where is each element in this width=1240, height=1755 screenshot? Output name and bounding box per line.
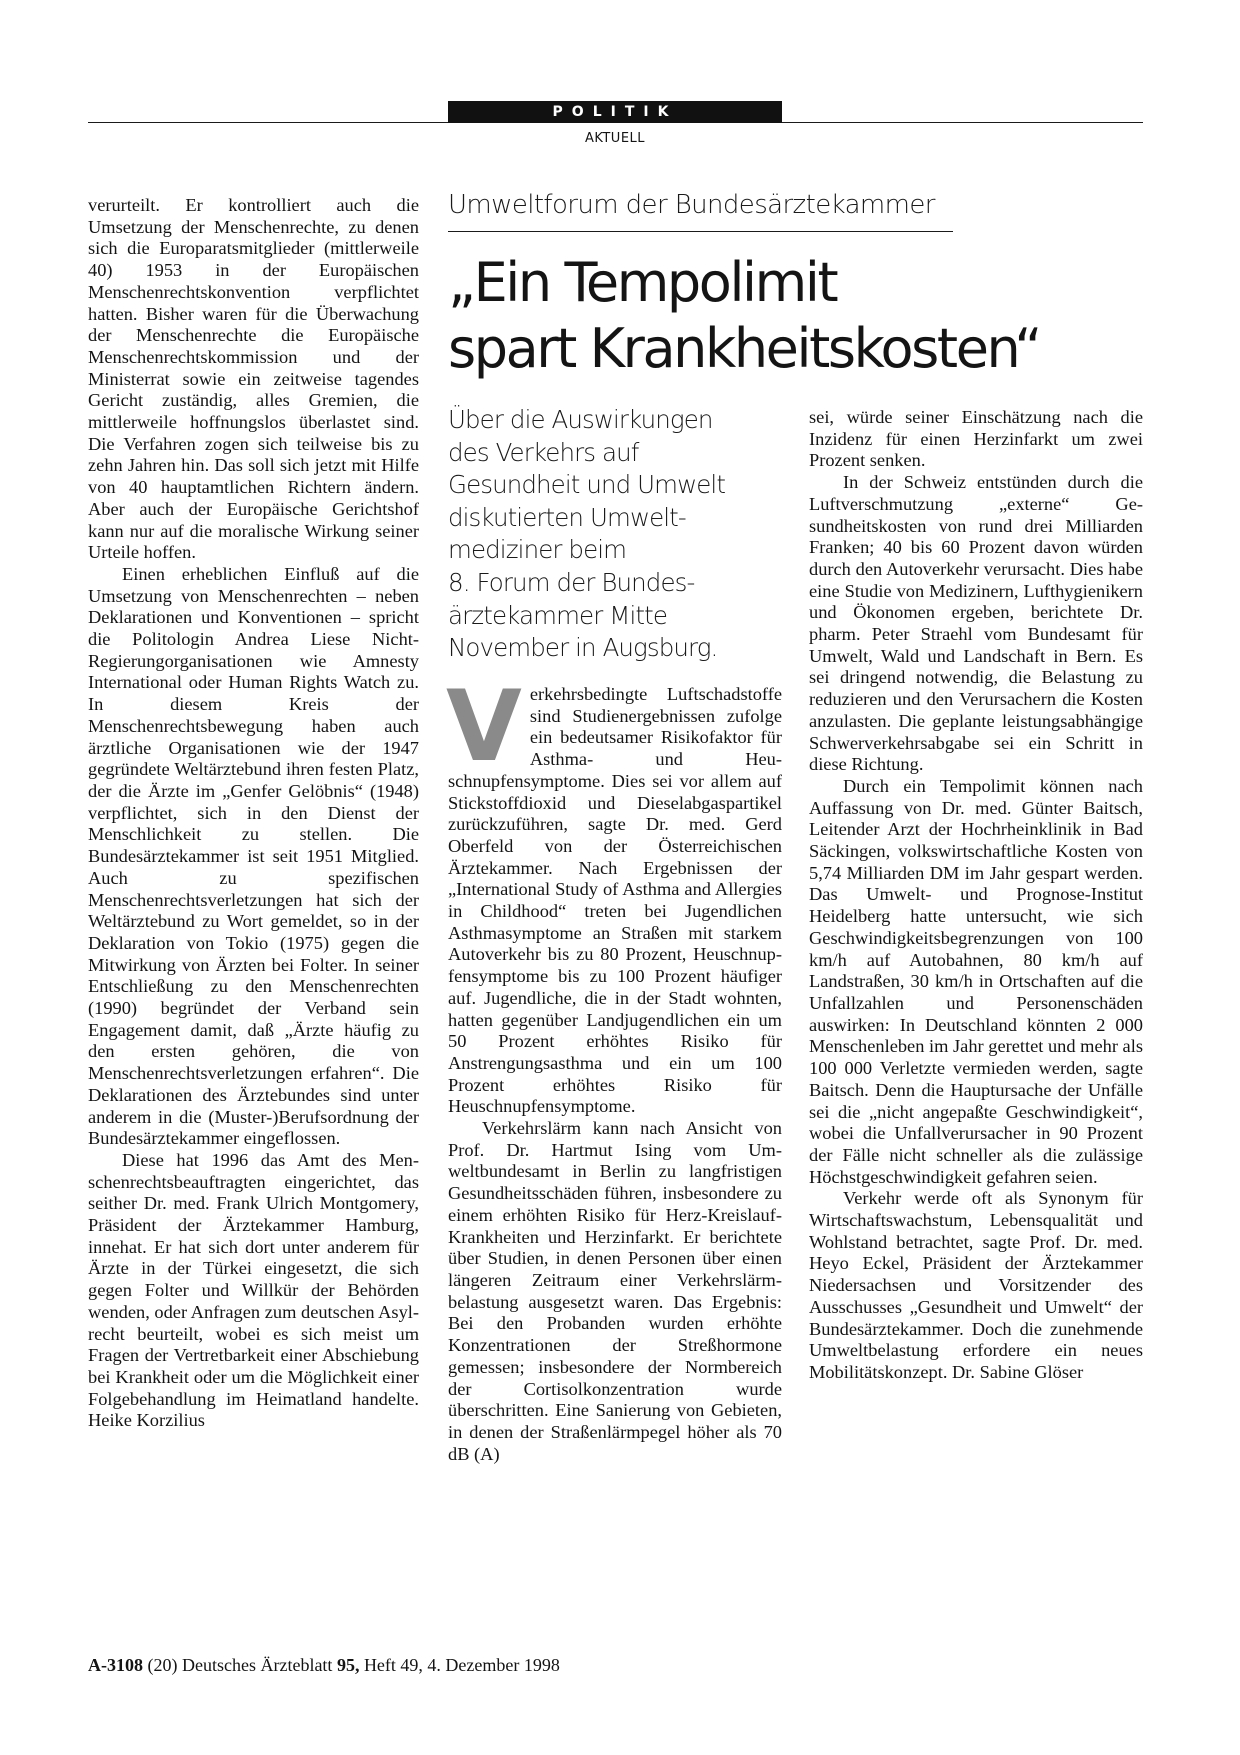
column-middle xyxy=(446,670,782,1465)
paragraph: Verkehrslärm kann nach Ansicht von Prof. Dr. Hartmut Ising vom Umweltbundesamt in Berlin zu langfristigen Gesundheitsschäden führen, insbesondere zu einem erhöhten Risiko für Herz-Kreislauf-Krankheiten und Herzinfarkt. Er berichtete über Studien, in denen Personen über einen längeren Zeitraum einer Verkehrslärmbelastung ausgesetzt waren. Das Ergebnis: Bei den Probanden wurden erhöhte Konzentrationen der Streßhormone gemessen; insbesondere der Normbereich der Cortisolkonzentration wurde überschritten. Eine Sanierung von Gebieten, in denen der Straßenlärmpegel höher als 70 dB (A) xyxy=(448,1118,782,1464)
paragraph: In der Schweiz entstünden durch die Luftverschmutzung „externe“ Gesundheitskosten von rund drei Milliarden Franken; 40 bis 60 Prozent davon würden durch den Autoverkehr verursacht. Dies habe eine Studie von Medizinern, Lufthygienikern und Ökonomen ergeben, berichtete Dr. pharm. Peter Straehl vom Bundesamt für Umwelt, Wald und Landschaft in Bern. Es sei dringend notwendig, die Belastung zu reduzieren und den Verursachern die Kosten anzulasten. Die geplante leistungsabhängige Schwerverkehrsabgabe sei ein Schritt in diese Richtung. xyxy=(809,472,1143,775)
paragraph: sei, würde seiner Einschätzung nach die Inzidenz für einen Herzinfarkt um zwei Prozent senken. xyxy=(809,407,1143,471)
paragraph-first xyxy=(446,670,782,1118)
lead-line: ärztekammer Mitte xyxy=(448,600,667,630)
volume-number: 95, xyxy=(336,1655,360,1675)
paragraph: Diese hat 1996 das Amt des Menschenrechtsbeauftragten eingerichtet, das seither Dr. med. Frank Ulrich Montgomery, Präsident der Ärztekammer Hamburg, innehat. Er hat sich dort unter anderem für Ärzte in der Türkei eingesetzt, die sich gegen Folter und Willkür der Behörden wenden, oder Anfragen zum deutschen Asylrecht beurteilt, wobei es sich meist um Fragen der Vertretbarkeit einer Abschiebung bei Krankheit oder um die Möglichkeit einer Folgebehandlung im Heimatland handelte. Heike Korzilius xyxy=(88,1149,419,1431)
article-kicker: Umweltforum der Bundesärztekammer xyxy=(448,190,935,220)
lead-line: Gesundheit und Umwelt xyxy=(448,470,726,500)
column-left xyxy=(88,195,419,1432)
paragraph: Einen erheblichen Einfluß auf die Umsetzung von Menschenrechten – neben Deklarationen und Konventionen – spricht die Politologin Andrea Liese Nicht-Regierungorganisationen wie Amnesty International oder Human Rights Watch zu. In diesem Kreis der Menschenrechtsbewegung haben auch ärztliche Organisationen wie der 1947 gegründete Weltärztebund ihren festen Platz, der die Ärzte im „Genfer Gelöbnis“ (1948) verpflichtet, sich in den Dienst der Menschlichkeit zu stellen. Die Bundesärztekammer ist seit 1951 Mitglied. Auch zu spezifischen Menschenrechtsverletzungen hat sich der Weltärztebund zu Wort gemeldet, so in der Deklaration von Tokio (1975) gegen die Mitwirkung von Ärzten bei Folter. In seiner Entschließung zu den Menschenrechten (1990) begründet der Verband sein Engagement damit, daß „Ärzte häufig zu den ersten gehören, die von Menschenrechtsverletzungen erfahren“. Die Deklarationen des Ärztebundes sind unter anderem in die (Muster-)Berufsordnung der Bundesärztekammer eingeflossen. xyxy=(88,563,419,1149)
lead-line: mediziner beim xyxy=(448,535,627,565)
lead-line: diskutierten Umwelt- xyxy=(448,502,686,532)
paragraph: verurteilt. Er kontrolliert auch die Umsetzung der Menschenrechte, zu denen sich die Europaratsmitglieder (mittlerweile 40) 1953 in der Europäischen Menschenrechtskonvention verpflichtet hatten. Bisher waren für die Überwachung der Menschenrechte die Europäische Menschenrechtskommission und der Ministerrat sowie ein zeitweise tagendes Gericht zuständig, alles Gremien, die mittlerweile hoffnungslos überlastet sind. Die Verfahren zogen sich teilweise bis zu zehn Jahren hin. Das soll sich jetzt mit Hilfe von 40 hauptamtlichen Richtern ändern. Aber auch der Europäische Gerichtshof kann nur auf die moralische Wirkung seiner Urteile hoffen. xyxy=(88,195,419,563)
headline-line: „Ein Tempolimit xyxy=(448,251,837,314)
paragraph-text: erkehrsbedingte Luftschadstoffe sind Studienergebnissen zufolge ein bedeutsamer Risikofaktor für Asthma- und Heuschnupfensymptome. Dies sei vor allem auf Stickstoffdioxid und Dieselabgaspartikel zurückzuführen, sagte Dr. med. Gerd Oberfeld von der Österreichischen Ärztekammer. Nach Ergebnissen der „International Study of Asthma and Allergies in Childhood“ treten bei Jugendlichen Asthmasymptome an Straßen mit starkem Autoverkehr bis zu 80 Prozent, Heuschnupfensymptome bis zu 100 Prozent häufiger auf. Jugendliche, die in der Stadt wohnten, hatten gegenüber Landjugendlichen ein um 50 Prozent erhöhtes Risiko für Anstrengungsasthma und ein um 100 Prozent erhöhtes Risiko für Heuschnupfensymptome. xyxy=(448,684,782,1117)
lead-line: November in Augsburg. xyxy=(448,633,718,663)
drop-cap: V xyxy=(446,670,522,784)
page-footer xyxy=(88,1655,788,1676)
article-headline xyxy=(448,250,1128,382)
section-label: POLITIK xyxy=(448,101,782,123)
issue-text: (20) Deutsches Ärzteblatt xyxy=(147,1655,333,1675)
page-number: A-3108 xyxy=(88,1655,143,1675)
subsection-label: AKTUELL xyxy=(584,131,646,146)
lead-line: des Verkehrs auf xyxy=(448,437,639,467)
lead-line: Über die Auswirkungen xyxy=(448,405,713,434)
lead-line: 8. Forum der Bundes- xyxy=(448,567,695,597)
kicker-rule xyxy=(448,231,953,232)
issue-date: Heft 49, 4. Dezember 1998 xyxy=(363,1655,560,1675)
column-right xyxy=(809,407,1143,1384)
paragraph: Durch ein Tempolimit können nach Auffassung von Dr. med. Günter Baitsch, Leitender Arzt der Hochrheinklinik in Bad Säckingen, volkswirtschaftliche Kosten von 5,74 Milliarden DM im Jahr gespart werden. Das Umwelt- und Prognose-Institut Heidelberg hatte untersucht, wie sich Geschwindigkeitsbegrenzungen von 100 km/h auf Autobahnen, 80 km/h auf Landstraßen, 30 km/h in Ortschaften auf die Unfallzahlen und Personenschäden auswirken: In Deutschland könnten 2 000 Menschenleben im Jahr gerettet und mehr als 100 000 Verletzte vermieden werden, sagte Baitsch. Denn die Hauptursache der Unfälle sei die „nicht angepaßte Geschwindigkeit“, wobei die Unfallverursacher in 90 Prozent der Fälle nicht schneller als die zulässige Höchstgeschwindigkeit gefahren seien. xyxy=(809,775,1143,1187)
article-lead xyxy=(448,404,788,665)
paragraph: Verkehr werde oft als Synonym für Wirtschaftswachstum, Lebensqualität und Wohlstand betrachtet, sagte Prof. Dr. med. Heyo Eckel, Präsident der Ärztekammer Niedersachsen und Vorsitzender des Ausschusses „Gesundheit und Umwelt“ der Bundesärztekammer. Doch die zunehmende Umweltbelastung erfordere ein neues Mobilitätskonzept. Dr. Sabine Glöser xyxy=(809,1188,1143,1382)
headline-line: spart Krankheitskosten“ xyxy=(448,317,1040,380)
